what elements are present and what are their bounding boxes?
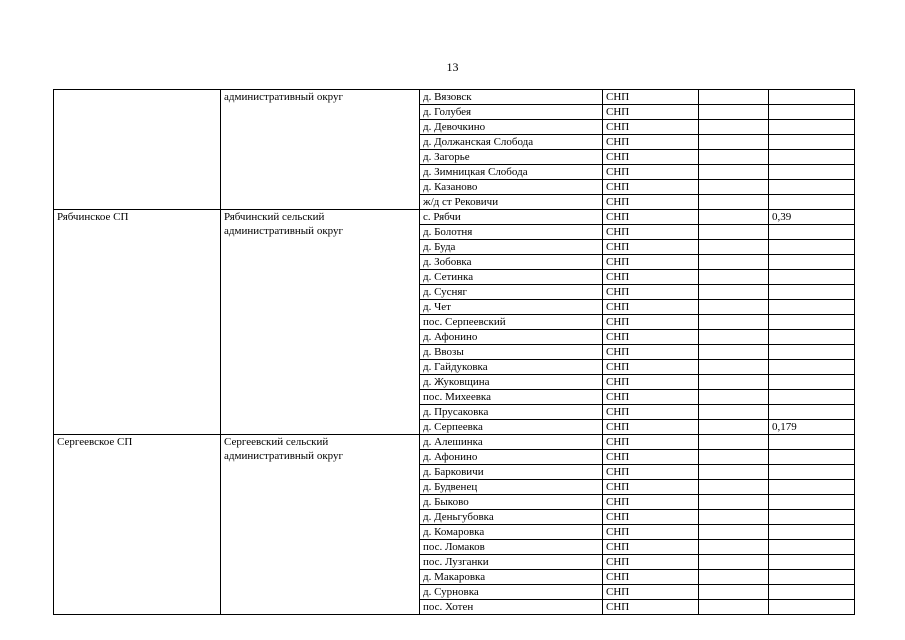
empty-cell <box>699 495 769 510</box>
settlement-name-cell: д. Барковичи <box>420 465 603 480</box>
empty-cell <box>699 300 769 315</box>
settlement-name-cell: д. Болотня <box>420 225 603 240</box>
settlement-name-cell: д. Девочкино <box>420 120 603 135</box>
empty-cell <box>699 270 769 285</box>
empty-cell <box>699 255 769 270</box>
settlement-type-cell: СНП <box>603 375 699 390</box>
table-row <box>54 90 855 105</box>
value-cell <box>769 165 855 180</box>
settlement-name-cell: д. Голубея <box>420 105 603 120</box>
empty-cell <box>699 540 769 555</box>
empty-cell <box>699 555 769 570</box>
settlement-name-cell: д. Серпеевка <box>420 420 603 435</box>
settlement-type-cell: СНП <box>603 150 699 165</box>
settlement-type-cell: СНП <box>603 405 699 420</box>
settlement-name-cell: д. Сусняг <box>420 285 603 300</box>
value-cell <box>769 90 855 105</box>
value-cell <box>769 135 855 150</box>
settlement-name-cell: д. Вязовск <box>420 90 603 105</box>
settlement-name-cell: с. Рябчи <box>420 210 603 225</box>
empty-cell <box>699 240 769 255</box>
settlement-name-cell: д. Буда <box>420 240 603 255</box>
settlement-type-cell: СНП <box>603 255 699 270</box>
value-cell <box>769 225 855 240</box>
settlement-name-cell: д. Алешинка <box>420 435 603 450</box>
empty-cell <box>699 285 769 300</box>
value-cell <box>769 435 855 450</box>
settlements-table <box>53 89 855 615</box>
settlement-type-cell: СНП <box>603 495 699 510</box>
settlement-type-cell: СНП <box>603 570 699 585</box>
region-cell: Сергеевское СП <box>54 435 221 615</box>
table-row <box>54 210 855 225</box>
value-cell <box>769 180 855 195</box>
page-number: 13 <box>446 60 459 74</box>
settlement-type-cell: СНП <box>603 435 699 450</box>
settlement-type-cell: СНП <box>603 360 699 375</box>
settlement-type-cell: СНП <box>603 555 699 570</box>
settlement-type-cell: СНП <box>603 195 699 210</box>
settlements-table-body <box>54 90 855 615</box>
settlement-type-cell: СНП <box>603 285 699 300</box>
empty-cell <box>699 585 769 600</box>
settlement-name-cell: д. Зимницкая Слобода <box>420 165 603 180</box>
empty-cell <box>699 195 769 210</box>
value-cell <box>769 195 855 210</box>
value-cell <box>769 540 855 555</box>
value-cell <box>769 525 855 540</box>
empty-cell <box>699 510 769 525</box>
settlement-name-cell: д. Сетинка <box>420 270 603 285</box>
empty-cell <box>699 120 769 135</box>
settlement-name-cell: пос. Лузганки <box>420 555 603 570</box>
value-cell <box>769 120 855 135</box>
value-cell <box>769 555 855 570</box>
settlement-type-cell: СНП <box>603 525 699 540</box>
settlement-type-cell: СНП <box>603 585 699 600</box>
value-cell <box>769 405 855 420</box>
table-row <box>54 435 855 450</box>
value-cell <box>769 270 855 285</box>
settlement-type-cell: СНП <box>603 240 699 255</box>
settlement-name-cell: д. Чет <box>420 300 603 315</box>
value-cell <box>769 585 855 600</box>
empty-cell <box>699 525 769 540</box>
empty-cell <box>699 90 769 105</box>
settlement-name-cell: д. Зобовка <box>420 255 603 270</box>
settlement-name-cell: пос. Серпеевский <box>420 315 603 330</box>
empty-cell <box>699 165 769 180</box>
okrug-cell: Сергеевский сельский административный округ <box>221 435 420 615</box>
settlement-name-cell: д. Быково <box>420 495 603 510</box>
empty-cell <box>699 465 769 480</box>
settlement-type-cell: СНП <box>603 210 699 225</box>
settlement-name-cell: пос. Хотен <box>420 600 603 615</box>
settlement-type-cell: СНП <box>603 225 699 240</box>
settlement-type-cell: СНП <box>603 120 699 135</box>
settlement-type-cell: СНП <box>603 135 699 150</box>
value-cell <box>769 150 855 165</box>
settlement-name-cell: д. Будвенец <box>420 480 603 495</box>
settlement-type-cell: СНП <box>603 270 699 285</box>
empty-cell <box>699 450 769 465</box>
settlement-type-cell: СНП <box>603 105 699 120</box>
value-cell <box>769 240 855 255</box>
settlement-name-cell: д. Афонино <box>420 330 603 345</box>
value-cell <box>769 600 855 615</box>
settlement-type-cell: СНП <box>603 510 699 525</box>
settlement-type-cell: СНП <box>603 300 699 315</box>
settlement-type-cell: СНП <box>603 345 699 360</box>
settlement-type-cell: СНП <box>603 420 699 435</box>
settlement-type-cell: СНП <box>603 165 699 180</box>
settlement-name-cell: д. Прусаковка <box>420 405 603 420</box>
empty-cell <box>699 315 769 330</box>
settlement-name-cell: д. Макаровка <box>420 570 603 585</box>
okrug-cell: административный округ <box>221 90 420 210</box>
settlement-type-cell: СНП <box>603 180 699 195</box>
settlement-type-cell: СНП <box>603 390 699 405</box>
value-cell <box>769 255 855 270</box>
value-cell <box>769 315 855 330</box>
settlement-name-cell: д. Казаново <box>420 180 603 195</box>
value-cell <box>769 450 855 465</box>
value-cell: 0,179 <box>769 420 855 435</box>
settlement-name-cell: ж/д ст Рековичи <box>420 195 603 210</box>
settlement-name-cell: д. Должанская Слобода <box>420 135 603 150</box>
settlement-name-cell: д. Ввозы <box>420 345 603 360</box>
empty-cell <box>699 210 769 225</box>
empty-cell <box>699 480 769 495</box>
region-cell: Рябчинское СП <box>54 210 221 435</box>
settlement-name-cell: д. Комаровка <box>420 525 603 540</box>
empty-cell <box>699 360 769 375</box>
okrug-cell: Рябчинский сельский административный округ <box>221 210 420 435</box>
settlement-type-cell: СНП <box>603 315 699 330</box>
empty-cell <box>699 135 769 150</box>
value-cell <box>769 480 855 495</box>
empty-cell <box>699 390 769 405</box>
value-cell <box>769 495 855 510</box>
value-cell <box>769 375 855 390</box>
settlement-type-cell: СНП <box>603 480 699 495</box>
value-cell <box>769 510 855 525</box>
settlement-type-cell: СНП <box>603 540 699 555</box>
empty-cell <box>699 345 769 360</box>
empty-cell <box>699 420 769 435</box>
value-cell <box>769 300 855 315</box>
settlement-type-cell: СНП <box>603 600 699 615</box>
value-cell <box>769 570 855 585</box>
value-cell <box>769 360 855 375</box>
empty-cell <box>699 225 769 240</box>
settlement-name-cell: д. Жуковщина <box>420 375 603 390</box>
empty-cell <box>699 375 769 390</box>
value-cell <box>769 285 855 300</box>
empty-cell <box>699 600 769 615</box>
settlement-name-cell: д. Деньгубовка <box>420 510 603 525</box>
value-cell <box>769 390 855 405</box>
settlement-name-cell: д. Афонино <box>420 450 603 465</box>
value-cell: 0,39 <box>769 210 855 225</box>
settlement-name-cell: пос. Ломаков <box>420 540 603 555</box>
region-cell <box>54 90 221 210</box>
empty-cell <box>699 180 769 195</box>
empty-cell <box>699 105 769 120</box>
empty-cell <box>699 570 769 585</box>
value-cell <box>769 105 855 120</box>
empty-cell <box>699 405 769 420</box>
settlement-type-cell: СНП <box>603 90 699 105</box>
value-cell <box>769 345 855 360</box>
settlement-name-cell: пос. Михеевка <box>420 390 603 405</box>
settlement-name-cell: д. Гайдуковка <box>420 360 603 375</box>
value-cell <box>769 330 855 345</box>
settlement-type-cell: СНП <box>603 330 699 345</box>
settlement-name-cell: д. Загорье <box>420 150 603 165</box>
settlement-name-cell: д. Сурновка <box>420 585 603 600</box>
empty-cell <box>699 435 769 450</box>
settlement-type-cell: СНП <box>603 465 699 480</box>
value-cell <box>769 465 855 480</box>
empty-cell <box>699 330 769 345</box>
settlement-type-cell: СНП <box>603 450 699 465</box>
empty-cell <box>699 150 769 165</box>
